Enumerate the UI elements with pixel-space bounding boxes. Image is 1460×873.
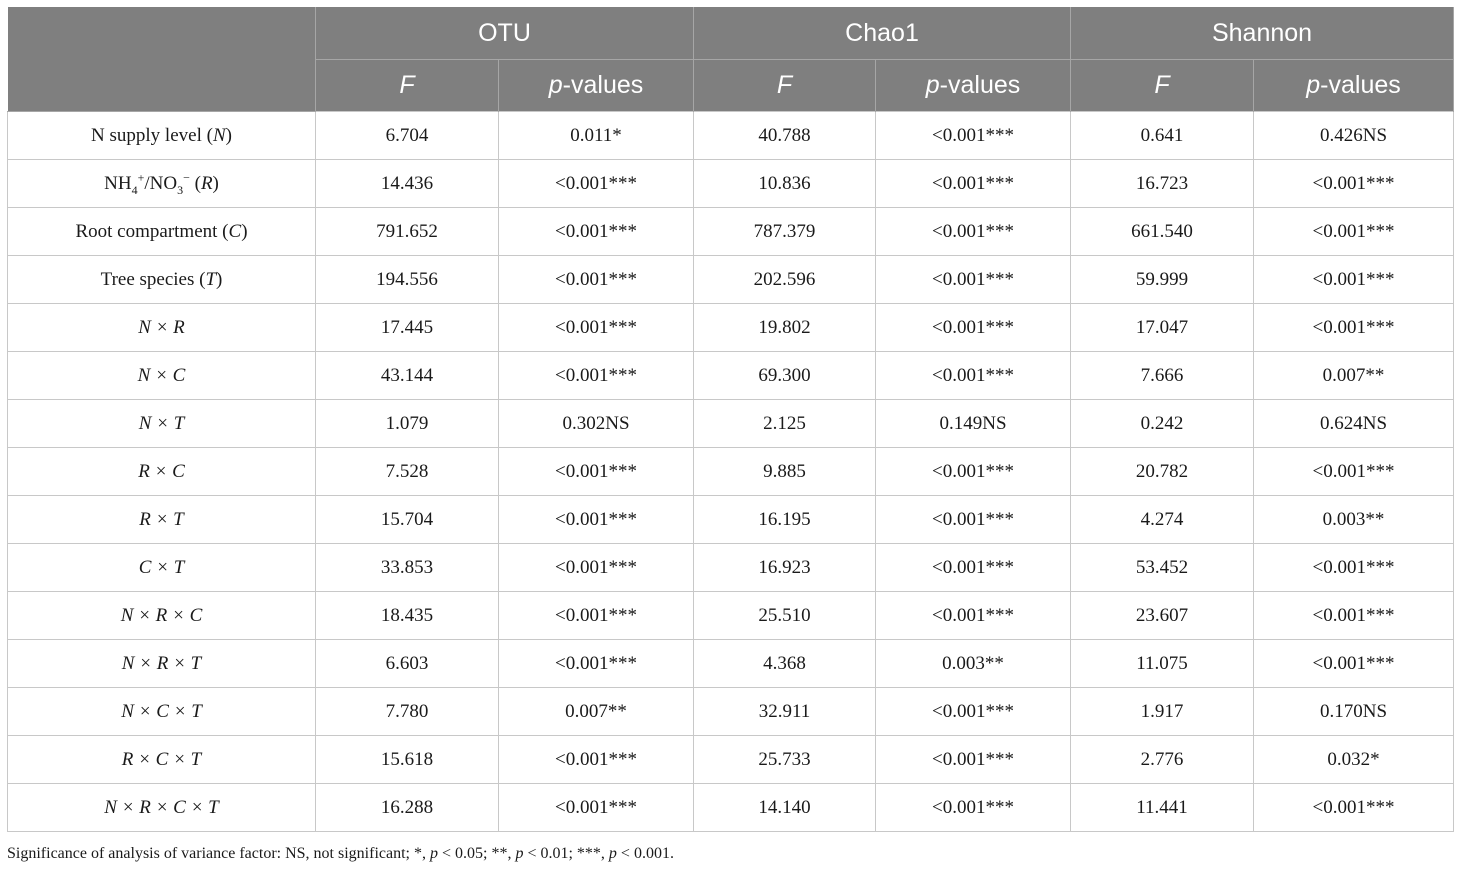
table-row [8,736,1454,784]
factor-symbol: C [228,220,242,242]
factor-cell: N × R [8,304,316,352]
factor-text: NH [104,172,132,194]
shannon-f-cell: 17.047 [1071,304,1254,352]
factor-cell: N × C × T [8,688,316,736]
otu-p-cell: <0.001*** [499,208,694,256]
shannon-f-cell: 0.242 [1071,400,1254,448]
factor-cell: R × C [8,448,316,496]
chao1-f-cell: 19.802 [694,304,876,352]
chao1-f-cell: 787.379 [694,208,876,256]
factor-close: ) [241,220,248,242]
shannon-f-cell: 7.666 [1071,352,1254,400]
chao1-f-cell: 16.923 [694,544,876,592]
factor-cell: N × R × C × T [8,784,316,832]
table-row [8,208,1454,256]
footnote-text: < 0.05; **, [437,845,516,862]
table-row [8,112,1454,160]
shannon-f-cell: 2.776 [1071,736,1254,784]
chao1-p-cell: <0.001*** [876,160,1071,208]
stat-label: F [776,71,793,99]
chao1-f-cell: 16.195 [694,496,876,544]
table-row [8,352,1454,400]
shannon-p-cell: 0.032* [1254,736,1454,784]
chao1-f-cell: 25.733 [694,736,876,784]
chao1-p-cell: 0.149NS [876,400,1071,448]
chao1-p-cell: <0.001*** [876,496,1071,544]
sub-header-otu-f [316,60,499,112]
otu-p-cell: <0.001*** [499,448,694,496]
shannon-f-cell: 0.641 [1071,112,1254,160]
chao1-f-cell: 14.140 [694,784,876,832]
table-footnote [7,845,674,863]
p-suffix: -values [1320,71,1401,99]
factor-cell: C × T [8,544,316,592]
otu-f-cell: 16.288 [316,784,499,832]
chao1-p-cell: <0.001*** [876,544,1071,592]
otu-p-cell: 0.011* [499,112,694,160]
chao1-f-cell: 69.300 [694,352,876,400]
p-suffix: -values [939,71,1021,99]
factor-symbol: N [212,124,226,146]
sub-header-shannon-p [1254,60,1454,112]
shannon-p-cell: 0.426NS [1254,112,1454,160]
shannon-f-cell: 11.075 [1071,640,1254,688]
table-row [8,448,1454,496]
factor-cell [8,112,316,160]
shannon-p-cell: 0.003** [1254,496,1454,544]
otu-p-cell: <0.001*** [499,784,694,832]
otu-f-cell: 194.556 [316,256,499,304]
anova-table [7,7,1454,832]
chao1-p-cell: <0.001*** [876,256,1071,304]
table-row [8,640,1454,688]
factor-superscript: − [183,170,190,185]
footnote-text: Significance of analysis of variance factor: NS, not significant; *, [7,845,430,862]
shannon-f-cell: 59.999 [1071,256,1254,304]
factor-cell [8,208,316,256]
chao1-p-cell: <0.001*** [876,112,1071,160]
shannon-p-cell: <0.001*** [1254,544,1454,592]
factor-text: N supply level ( [91,124,213,146]
factor-symbol: R [200,172,213,194]
chao1-p-cell: <0.001*** [876,448,1071,496]
table-row [8,400,1454,448]
factor-cell: N × R × T [8,640,316,688]
table-row [8,688,1454,736]
chao1-f-cell: 202.596 [694,256,876,304]
shannon-f-cell: 16.723 [1071,160,1254,208]
footnote-text: < 0.001. [616,845,674,862]
otu-p-cell: 0.302NS [499,400,694,448]
otu-f-cell: 18.435 [316,592,499,640]
otu-p-cell: <0.001*** [499,640,694,688]
factor-cell: R × C × T [8,736,316,784]
group-header-row [8,7,1454,60]
otu-f-cell: 15.704 [316,496,499,544]
otu-p-cell: <0.001*** [499,736,694,784]
table-row [8,496,1454,544]
group-header-chao1: Chao1 [694,7,1071,60]
shannon-f-cell: 661.540 [1071,208,1254,256]
table-row [8,304,1454,352]
factor-subscript: 3 [177,182,184,197]
sub-header-chao1-p [876,60,1071,112]
p-suffix: -values [562,71,644,99]
footnote-p-symbol: p [429,845,438,862]
shannon-f-cell: 11.441 [1071,784,1254,832]
shannon-p-cell: 0.624NS [1254,400,1454,448]
otu-f-cell: 15.618 [316,736,499,784]
shannon-p-cell: <0.001*** [1254,208,1454,256]
factor-cell: N × T [8,400,316,448]
table-row [8,784,1454,832]
shannon-p-cell: <0.001*** [1254,304,1454,352]
footnote-p-symbol: p [515,845,524,862]
factor-symbol: T [205,268,217,290]
shannon-p-cell: 0.007** [1254,352,1454,400]
factor-close: ) [225,124,232,146]
shannon-f-cell: 4.274 [1071,496,1254,544]
corner-header-cell [8,7,316,112]
factor-subscript: 4 [131,182,138,197]
otu-f-cell: 6.704 [316,112,499,160]
otu-p-cell: <0.001*** [499,544,694,592]
table-row [8,544,1454,592]
sub-header-chao1-f [694,60,876,112]
chao1-f-cell: 9.885 [694,448,876,496]
chao1-p-cell: <0.001*** [876,352,1071,400]
otu-f-cell: 7.780 [316,688,499,736]
chao1-f-cell: 40.788 [694,112,876,160]
otu-p-cell: <0.001*** [499,496,694,544]
chao1-p-cell: <0.001*** [876,304,1071,352]
otu-f-cell: 791.652 [316,208,499,256]
factor-cell: R × T [8,496,316,544]
footnote-p-symbol: p [608,845,617,862]
sub-header-shannon-f [1071,60,1254,112]
stat-label: F [399,71,415,99]
otu-f-cell: 14.436 [316,160,499,208]
otu-p-cell: <0.001*** [499,256,694,304]
factor-text: /NO [144,172,178,194]
factor-close: ) [212,172,219,194]
table-row [8,160,1454,208]
chao1-p-cell: <0.001*** [876,592,1071,640]
factor-cell: N × R × C [8,592,316,640]
chao1-f-cell: 25.510 [694,592,876,640]
shannon-f-cell: 23.607 [1071,592,1254,640]
shannon-p-cell: <0.001*** [1254,784,1454,832]
otu-p-cell: <0.001*** [499,592,694,640]
shannon-f-cell: 53.452 [1071,544,1254,592]
table-row [8,592,1454,640]
table-body [8,112,1454,832]
chao1-p-cell: <0.001*** [876,208,1071,256]
factor-open: ( [189,172,201,194]
footnote-text: < 0.01; ***, [523,845,609,862]
otu-p-cell: <0.001*** [499,160,694,208]
shannon-f-cell: 20.782 [1071,448,1254,496]
chao1-p-cell: <0.001*** [876,688,1071,736]
otu-f-cell: 17.445 [316,304,499,352]
shannon-p-cell: <0.001*** [1254,592,1454,640]
chao1-f-cell: 32.911 [694,688,876,736]
factor-close: ) [216,268,223,290]
chao1-p-cell: <0.001*** [876,736,1071,784]
otu-f-cell: 43.144 [316,352,499,400]
factor-cell: N × C [8,352,316,400]
factor-cell [8,256,316,304]
chao1-f-cell: 4.368 [694,640,876,688]
factor-text: Root compartment ( [75,220,229,242]
group-header-shannon: Shannon [1071,7,1454,60]
chao1-p-cell: 0.003** [876,640,1071,688]
shannon-p-cell: <0.001*** [1254,448,1454,496]
chao1-f-cell: 2.125 [694,400,876,448]
otu-p-cell: <0.001*** [499,352,694,400]
otu-f-cell: 6.603 [316,640,499,688]
group-header-otu: OTU [316,7,694,60]
p-symbol: p [1306,71,1321,99]
p-symbol: p [548,71,563,99]
factor-text: Tree species ( [100,268,206,290]
factor-superscript: + [137,170,145,185]
p-symbol: p [925,71,940,99]
shannon-p-cell: <0.001*** [1254,256,1454,304]
table-header [8,7,1454,112]
factor-cell [8,160,316,208]
otu-f-cell: 33.853 [316,544,499,592]
shannon-p-cell: <0.001*** [1254,640,1454,688]
otu-p-cell: <0.001*** [499,304,694,352]
chao1-f-cell: 10.836 [694,160,876,208]
sub-header-otu-p [499,60,694,112]
shannon-p-cell: 0.170NS [1254,688,1454,736]
shannon-f-cell: 1.917 [1071,688,1254,736]
otu-f-cell: 7.528 [316,448,499,496]
otu-p-cell: 0.007** [499,688,694,736]
stat-label: F [1154,71,1170,99]
table-row [8,256,1454,304]
shannon-p-cell: <0.001*** [1254,160,1454,208]
otu-f-cell: 1.079 [316,400,499,448]
chao1-p-cell: <0.001*** [876,784,1071,832]
